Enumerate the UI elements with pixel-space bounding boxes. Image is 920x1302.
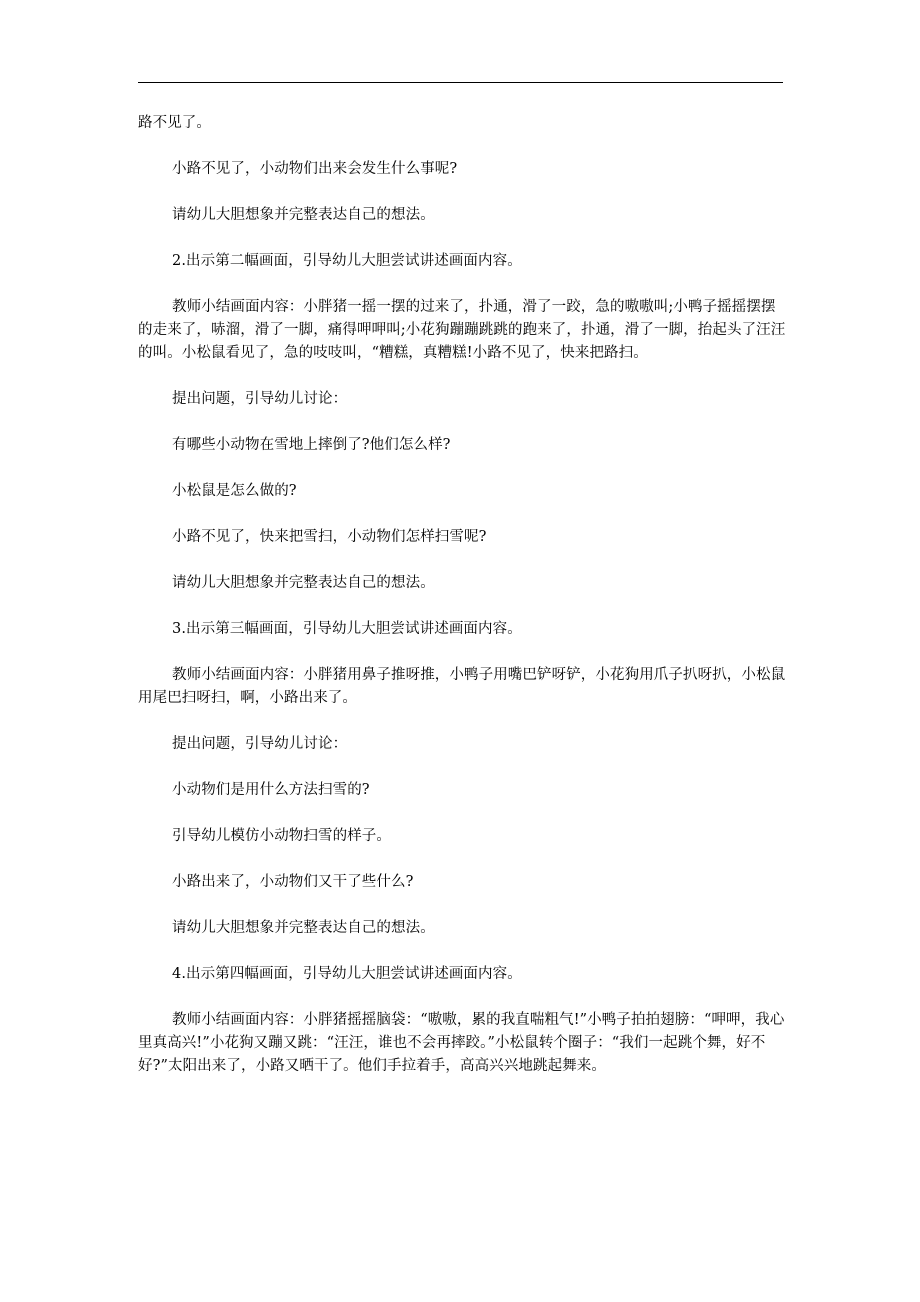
paragraph-question: 小动物们是用什么方法扫雪的?	[172, 782, 370, 798]
paragraph-question: 小路不见了，快来把雪扫，小动物们怎样扫雪呢?	[172, 529, 487, 545]
paragraph-teacher-summary: 教师小结画面内容：小胖猪用鼻子推呀推，小鸭子用嘴巴铲呀铲，小花狗用爪子扒呀扒，小松鼠用尾巴扫呀扫，啊，小路出来了。	[138, 667, 786, 706]
header-rule	[138, 82, 783, 83]
paragraph-discussion-prompt: 提出问题，引导幼儿讨论：	[172, 391, 348, 407]
paragraph-continuation: 路不见了。	[138, 115, 211, 131]
paragraph-question: 小路出来了，小动物们又干了些什么?	[172, 874, 414, 890]
paragraph-instruction: 请幼儿大胆想象并完整表达自己的想法。	[172, 920, 435, 936]
paragraph-step-heading: 2.出示第二幅画面，引导幼儿大胆尝试讲述画面内容。	[172, 253, 522, 269]
paragraph-instruction: 请幼儿大胆想象并完整表达自己的想法。	[172, 207, 435, 223]
paragraph-discussion-prompt: 提出问题，引导幼儿讨论：	[172, 736, 348, 752]
paragraph-step-heading: 4.出示第四幅画面，引导幼儿大胆尝试讲述画面内容。	[172, 966, 522, 982]
paragraph-instruction: 请幼儿大胆想象并完整表达自己的想法。	[172, 575, 435, 591]
document-body	[138, 112, 786, 1078]
paragraph-instruction: 引导幼儿模仿小动物扫雪的样子。	[172, 828, 391, 844]
paragraph-teacher-summary: 教师小结画面内容：小胖猪摇摇脑袋：“嗷嗷，累的我直喘粗气!”小鸭子拍拍翅膀：“呷呷，我心里真高兴!”小花狗又蹦又跳：“汪汪，谁也不会再摔跤。”小松鼠转个圈子：“我们一起跳个舞，好不好?”太阳出来了，小路又晒干了。他们手拉着手，高高兴兴地跳起舞来。	[138, 1012, 785, 1074]
paragraph-question: 有哪些小动物在雪地上摔倒了?他们怎么样?	[172, 437, 451, 453]
paragraph-teacher-summary: 教师小结画面内容：小胖猪一摇一摆的过来了，扑通，滑了一跤，急的嗷嗷叫;小鸭子摇摇摆摆的走来了，哧溜，滑了一脚，痛得呷呷叫;小花狗蹦蹦跳跳的跑来了，扑通，滑了一脚，抬起头了汪汪的叫。小松鼠看见了，急的吱吱叫，“糟糕，真糟糕!小路不见了，快来把路扫。	[138, 299, 786, 361]
paragraph-question: 小松鼠是怎么做的?	[172, 483, 297, 499]
paragraph-question: 小路不见了，小动物们出来会发生什么事呢?	[172, 161, 458, 177]
paragraph-step-heading: 3.出示第三幅画面，引导幼儿大胆尝试讲述画面内容。	[172, 621, 522, 637]
